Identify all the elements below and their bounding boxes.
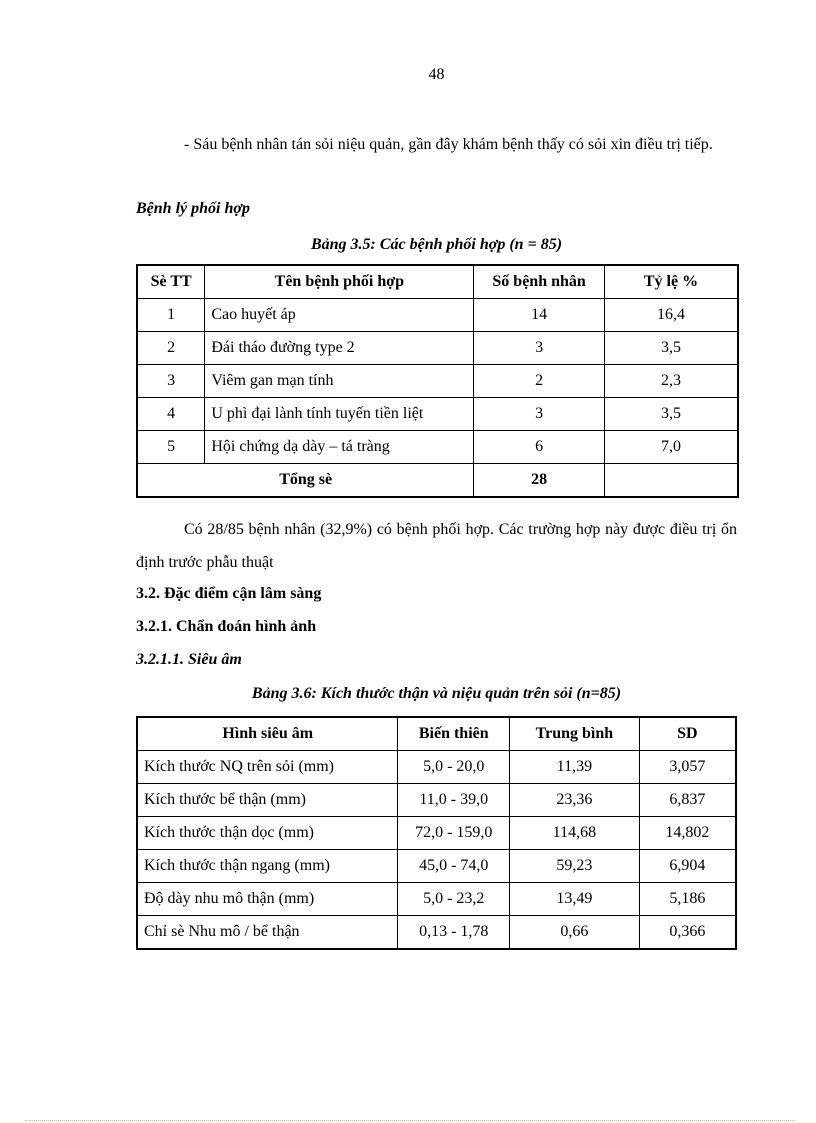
table-cell: 5 [137, 431, 205, 464]
table-cell: 14,802 [639, 817, 736, 850]
table-cell: 3,5 [604, 332, 738, 365]
table-row [137, 850, 736, 883]
table-cell: 72,0 - 159,0 [398, 817, 510, 850]
table-cell: 2,3 [604, 365, 738, 398]
heading-3-2-1-1: 3.2.1.1. Siêu âm [136, 651, 242, 668]
table-cell: 3 [474, 398, 605, 431]
section-comorbid-heading: Bệnh lý phối hợp [136, 200, 250, 217]
table-row [137, 784, 736, 817]
table-35 [136, 264, 739, 498]
table-row [137, 883, 736, 916]
table-36-header-cell: Trung bình [510, 717, 640, 751]
table-cell: 6 [474, 431, 605, 464]
table-cell: Kích thước thận ngang (mm) [137, 850, 398, 883]
table-cell: 59,23 [510, 850, 640, 883]
table-row [137, 916, 736, 950]
heading-3-2-1: 3.2.1. Chẩn đoán hình ảnh [136, 618, 317, 635]
table-36-header-cell: SD [639, 717, 736, 751]
table-cell: 14 [474, 299, 605, 332]
page-number: 48 [428, 66, 445, 83]
total-percent [604, 464, 738, 498]
table-cell: 3,057 [639, 751, 736, 784]
table-row [137, 332, 738, 365]
table-cell: 23,36 [510, 784, 640, 817]
table-cell: Hội chứng dạ dày – tá tràng [205, 431, 474, 464]
table-cell: U phì đại lành tính tuyến tiền liệt [205, 398, 474, 431]
table-cell: 2 [474, 365, 605, 398]
table-cell: 3 [137, 365, 205, 398]
table-row [137, 817, 736, 850]
total-label: Tổng sè [137, 464, 474, 498]
table-36-header-row [137, 717, 736, 751]
table-cell: 13,49 [510, 883, 640, 916]
table-cell: Kích thước NQ trên sỏi (mm) [137, 751, 398, 784]
heading-3-2: 3.2. Đặc điểm cận lâm sàng [136, 585, 322, 602]
page-bottom-divider [25, 1120, 795, 1121]
table-cell: Đái tháo đường type 2 [205, 332, 474, 365]
intro-paragraph [136, 128, 737, 161]
table-35-header-cell: Sè TT [137, 265, 205, 299]
table-36-caption: Bảng 3.6: Kích thước thận và niệu quản trên sỏi (n=85) [251, 685, 622, 702]
table-cell: Độ dày nhu mô thận (mm) [137, 883, 398, 916]
table-row [137, 431, 738, 464]
table-35-header-cell: Tên bệnh phối hợp [205, 265, 474, 299]
table-cell: 5,0 - 23,2 [398, 883, 510, 916]
table-cell: Chỉ sè Nhu mô / bể thận [137, 916, 398, 950]
table-cell: Kích thước bể thận (mm) [137, 784, 398, 817]
total-value: 28 [474, 464, 605, 498]
table-cell: 45,0 - 74,0 [398, 850, 510, 883]
table-row [137, 299, 738, 332]
table-35-header-cell: Số bệnh nhân [474, 265, 605, 299]
table-cell: 16,4 [604, 299, 738, 332]
table-35-caption: Bảng 3.5: Các bệnh phối hợp (n = 85) [310, 236, 563, 253]
table-cell: 3,5 [604, 398, 738, 431]
table-cell: 6,837 [639, 784, 736, 817]
table-cell: 2 [137, 332, 205, 365]
paragraph-2 [136, 513, 737, 579]
table-cell: Viêm gan mạn tính [205, 365, 474, 398]
table-cell: 3 [474, 332, 605, 365]
table-row [137, 365, 738, 398]
table-cell: 4 [137, 398, 205, 431]
table-35-total-row [137, 464, 738, 498]
table-cell: 11,0 - 39,0 [398, 784, 510, 817]
table-cell: 1 [137, 299, 205, 332]
table-cell: 0,13 - 1,78 [398, 916, 510, 950]
table-cell: 11,39 [510, 751, 640, 784]
table-cell: Cao huyết áp [205, 299, 474, 332]
table-36-header-cell: Hình siêu âm [137, 717, 398, 751]
table-cell: 5,186 [639, 883, 736, 916]
table-36-header-cell: Biến thiên [398, 717, 510, 751]
table-row [137, 398, 738, 431]
table-row [137, 751, 736, 784]
table-cell: 6,904 [639, 850, 736, 883]
intro-paragraph-text: - Sáu bệnh nhân tán sỏi niệu quản, gần đây khám bệnh thấy có sỏi xin điều trị tiếp. [184, 136, 713, 153]
table-cell: 0,66 [510, 916, 640, 950]
table-cell: 114,68 [510, 817, 640, 850]
table-cell: 5,0 - 20,0 [398, 751, 510, 784]
table-cell: Kích thước thận dọc (mm) [137, 817, 398, 850]
table-35-header-cell: Tỷ lệ % [604, 265, 738, 299]
table-35-header-row [137, 265, 738, 299]
table-36 [136, 716, 737, 950]
table-cell: 0,366 [639, 916, 736, 950]
paragraph-2-text: Có 28/85 bệnh nhân (32,9%) có bệnh phối hợp. Các trường hợp này được điều trị ổn định trước phẫu thuật [136, 521, 737, 571]
table-cell: 7,0 [604, 431, 738, 464]
